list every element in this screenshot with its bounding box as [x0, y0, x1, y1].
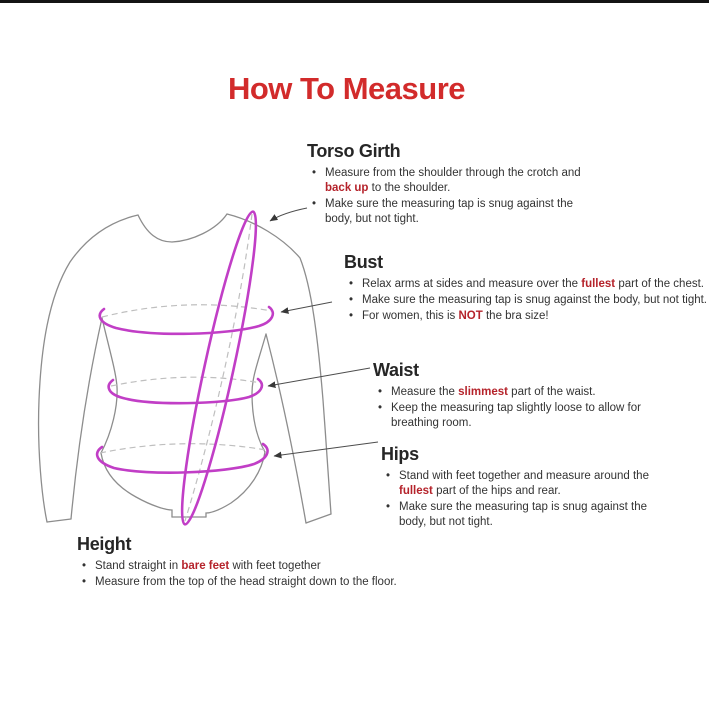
waist-leader-arrow	[268, 368, 370, 386]
bust-heading: Bust	[344, 252, 383, 272]
bullet-item: • Make sure the measuring tap is snug against the body, but not tight.	[349, 293, 709, 308]
bust-ring	[100, 307, 273, 334]
outline-left-leg-opening	[101, 453, 172, 517]
bullet-item: • Relax arms at sides and measure over the fullest part of the chest.	[349, 277, 709, 292]
waist-heading: Waist	[373, 360, 419, 380]
outline-right-inner-sleeve	[266, 334, 306, 523]
bullet-item: • Stand straight in bare feet with feet together	[82, 559, 497, 574]
bullet-item: • Measure the slimmest part of the waist.	[378, 385, 679, 400]
section-hips	[381, 444, 669, 531]
page-title: How To Measure	[227, 71, 466, 106]
waist-bullet-list	[373, 385, 679, 432]
torso-girth-loop	[171, 209, 268, 528]
hips-bullet-list	[381, 469, 669, 531]
section-waist	[373, 360, 679, 432]
outline-left-inner-sleeve	[71, 318, 102, 519]
bust-leader-arrow	[281, 302, 332, 312]
hips-back-dash	[100, 444, 266, 453]
bullet-item: • Keep the measuring tap slightly loose to allow for breathing room.	[378, 401, 679, 431]
bullet-item: • Stand with feet together and measure around the fullest part of the hips and rear.	[386, 469, 669, 499]
outline-right-cuff	[306, 514, 331, 523]
section-bust	[344, 252, 709, 325]
height-heading: Height	[77, 534, 132, 554]
emphasis-text: fullest	[581, 277, 616, 290]
emphasis-text: back up	[325, 181, 369, 194]
height-bullet-list	[77, 559, 497, 590]
torso-girth-leader-arrow	[270, 208, 307, 221]
outline-left-cuff	[47, 519, 71, 522]
section-height	[77, 534, 497, 591]
emphasis-text: bare feet	[181, 559, 230, 572]
emphasis-text: fullest	[399, 484, 433, 497]
torso-girth-back-dash	[185, 214, 252, 521]
bust-bullet-list	[344, 277, 709, 325]
torso-girth-bullet-list	[307, 166, 603, 228]
torso-girth-heading: Torso Girth	[307, 141, 401, 161]
bullet-item: • Make sure the measuring tap is snug against the body, but not tight.	[386, 500, 669, 530]
bullet-item: • Make sure the measuring tap is snug against the body, but not tight.	[312, 197, 603, 227]
bullet-item: • Measure from the shoulder through the crotch and back up to the shoulder.	[312, 166, 603, 196]
emphasis-text: NOT	[458, 310, 483, 323]
bullet-item: • Measure from the top of the head straight down to the floor.	[82, 575, 497, 590]
hips-ring	[97, 444, 267, 473]
waist-back-dash	[111, 377, 261, 386]
leader-lines	[268, 208, 378, 456]
section-torso-girth	[307, 141, 603, 228]
emphasis-text: slimmest	[458, 385, 508, 398]
hips-heading: Hips	[381, 444, 419, 464]
bullet-item: • For women, this is NOT the bra size!	[349, 309, 709, 324]
